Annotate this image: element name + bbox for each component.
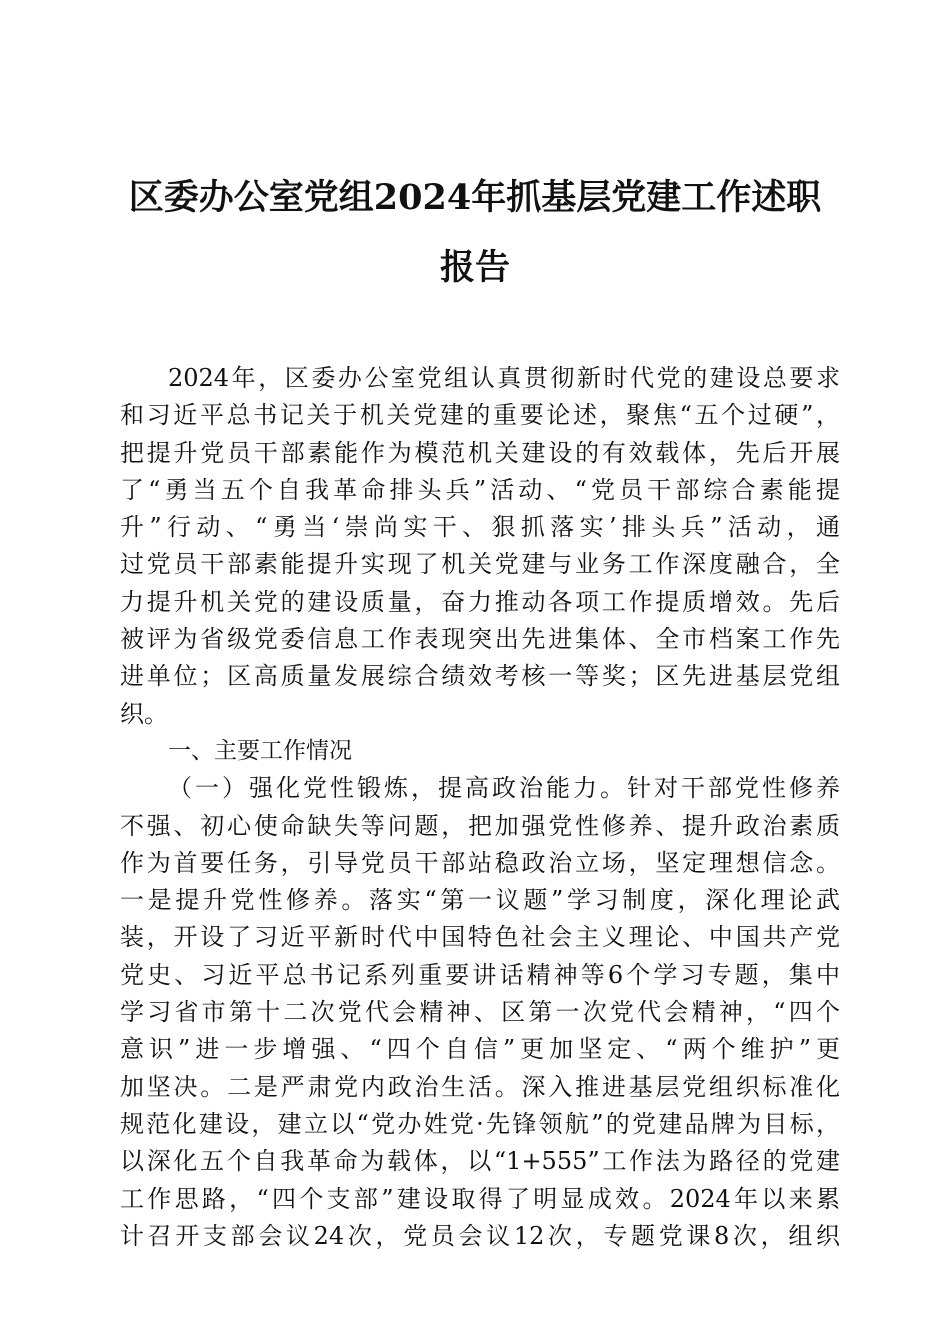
paragraph-2-line: 以深化五个自我革命为载体，以“1+555”工作法为路径的党建 <box>120 1147 840 1176</box>
paragraph-1-line: 把提升党员干部素能作为模范机关建设的有效载体，先后开展 <box>120 438 840 467</box>
paragraph-2-line: 意识”进一步增强、“四个自信”更加坚定、“两个维护”更 <box>120 1035 840 1064</box>
paragraph-1-line: 织。 <box>120 699 168 728</box>
document-title-line-2: 报告 <box>439 247 510 288</box>
paragraph-2-line: 加坚决。二是严肃党内政治生活。深入推进基层党组织标准化 <box>120 1072 840 1101</box>
paragraph-1-line: 和习近平总书记关于机关党建的重要论述，聚焦“五个过硬”， <box>120 401 840 430</box>
paragraph-2-line: 作为首要任务，引导党员干部站稳政治立场，坚定理想信念。 <box>120 848 840 877</box>
paragraph-2-line: 不强、初心使命缺失等问题，把加强党性修养、提升政治素质 <box>120 811 840 840</box>
paragraph-1-line: 被评为省级党委信息工作表现突出先进集体、全市档案工作先 <box>120 625 840 654</box>
paragraph-1-line: 了“勇当五个自我革命排头兵”活动、“党员干部综合素能提 <box>120 475 840 504</box>
paragraph-1-line: 2024年，区委办公室党组认真贯彻新时代党的建设总要求 <box>168 364 840 392</box>
paragraph-1-line: 力提升机关党的建设质量，奋力推动各项工作提质增效。先后 <box>120 587 840 616</box>
paragraph-2-line: 计召开支部会议24次，党员会议12次，专题党课8次，组织 <box>120 1221 840 1250</box>
paragraph-1-line: 过党员干部素能提升实现了机关党建与业务工作深度融合，全 <box>120 550 840 579</box>
paragraph-2-line: 规范化建设，建立以“党办姓党·先锋领航”的党建品牌为目标， <box>120 1109 840 1138</box>
paragraph-2-line: 装，开设了习近平新时代中国特色社会主义理论、中国共产党 <box>120 923 840 952</box>
paragraph-2-line: 党史、习近平总书记系列重要讲话精神等6个学习专题，集中 <box>120 960 840 989</box>
paragraph-2-line: 一是提升党性修养。落实“第一议题”学习制度，深化理论武 <box>120 886 840 915</box>
paragraph-2-line: 学习省市第十二次党代会精神、区第一次党代会精神，“四个 <box>120 998 840 1027</box>
paragraph-1-line: 进单位；区高质量发展综合绩效考核一等奖；区先进基层党组 <box>120 662 840 691</box>
paragraph-2-line: （一）强化党性锻炼，提高政治能力。针对干部党性修养 <box>168 774 840 803</box>
paragraph-1-line: 升”行动、“勇当‘崇尚实干、狠抓落实’排头兵”活动，通 <box>120 513 840 542</box>
section-heading: 一、主要工作情况 <box>168 737 352 764</box>
document-title-line-1: 区委办公室党组2024年抓基层党建工作述职 <box>128 177 822 218</box>
paragraph-2-line: 工作思路，“四个支部”建设取得了明显成效。2024年以来累 <box>120 1184 840 1213</box>
body-text <box>120 360 840 1255</box>
